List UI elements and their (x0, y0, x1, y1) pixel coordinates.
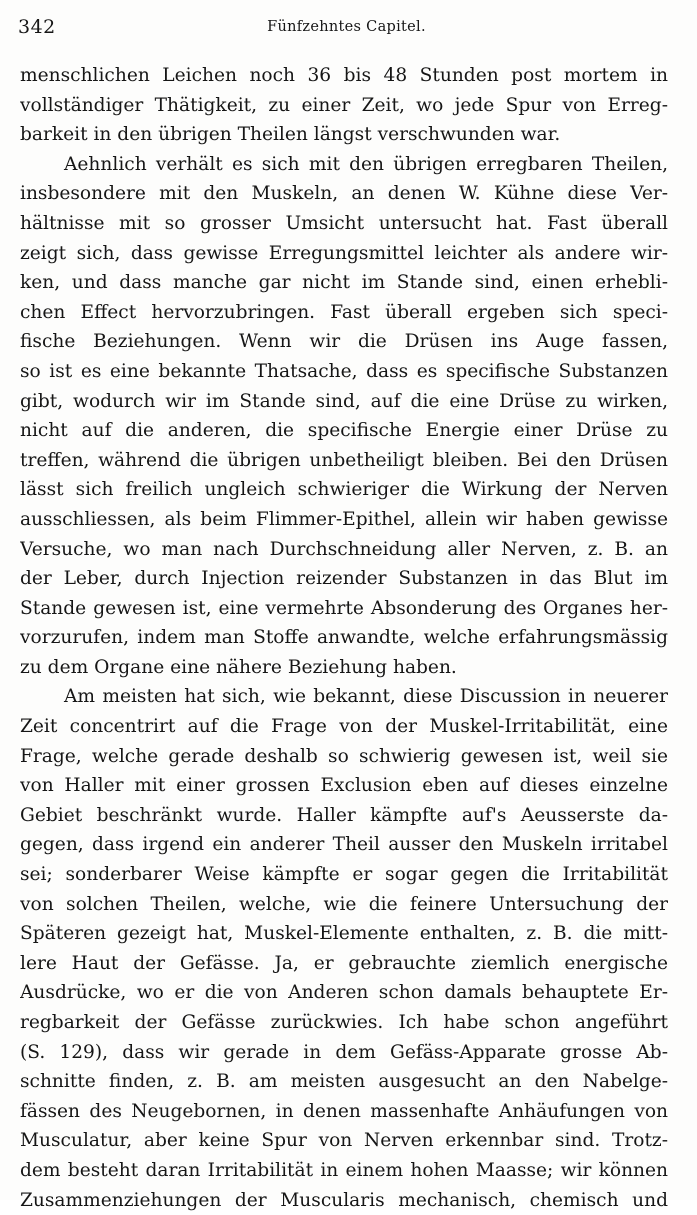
body-text (20, 61, 668, 1215)
text-line: fässen des Neugebornen, in denen massenhafte Anhäufungen von (20, 1100, 668, 1122)
text-line: barkeit in den übrigen Theilen längst verschwunden war. (20, 124, 561, 146)
text-line: gegen, dass irgend ein anderer Theil ausser den Muskeln irritabel (20, 834, 668, 856)
text-line: Am meisten hat sich, wie bekannt, diese Discussion in neuerer (64, 686, 668, 708)
text-line: vorzurufen, indem man Stoffe anwandte, welche erfahrungsmässig (20, 627, 668, 649)
text-line: regbarkeit der Gefässe zurückwies. Ich habe schon angeführt (20, 1012, 668, 1033)
text-line: hältnisse mit so grosser Umsicht untersucht hat. Fast überall (20, 212, 668, 234)
text-line: Stande gewesen ist, eine vermehrte Absonderung des Organes her- (20, 597, 668, 619)
text-line: gibt, wodurch wir im Stande sind, auf die eine Drüse zu wirken, (20, 390, 668, 412)
text-line: dem besteht daran Irritabilität in einem hohen Maasse; wir können (20, 1159, 668, 1181)
text-line: menschlichen Leichen noch 36 bis 48 Stunden post mortem in (20, 65, 668, 86)
page-number: 342 (18, 16, 56, 38)
text-line: lässt sich freilich ungleich schwieriger die Wirkung der Nerven (20, 479, 668, 501)
text-line: chen Effect hervorzubringen. Fast überall ergeben sich speci- (20, 301, 668, 323)
text-line: fische Beziehungen. Wenn wir die Drüsen ins Auge fassen, (20, 331, 668, 353)
text-line: Zusammenziehungen der Muscularis mechanisch, chemisch und (20, 1189, 668, 1211)
text-line: Aehnlich verhält es sich mit den übrigen erregbaren Theilen, (64, 153, 668, 175)
text-line: sei; sonderbarer Weise kämpfte er sogar gegen die Irritabilität (20, 864, 668, 886)
text-line: treffen, während die übrigen unbetheiligt bleiben. Bei den Drüsen (20, 449, 668, 471)
page-header (18, 16, 675, 44)
text-line: insbesondere mit den Muskeln, an denen W. Kühne diese Ver- (20, 183, 668, 205)
text-line: von Haller mit einer grossen Exclusion eben auf dieses einzelne (20, 775, 668, 797)
running-title: Fünfzehntes Capitel. (267, 19, 426, 35)
text-line: Gebiet beschränkt wurde. Haller kämpfte auf's Aeusserste da- (20, 804, 668, 826)
text-line: (S. 129), dass wir gerade in dem Gefäss-Apparate grosse Ab- (20, 1041, 668, 1063)
text-line: Späteren gezeigt hat, Muskel-Elemente enthalten, z. B. die mitt- (20, 923, 668, 945)
text-line: ausschliessen, als beim Flimmer-Epithel, allein wir haben gewisse (20, 508, 668, 530)
text-line: Frage, welche gerade deshalb so schwierig gewesen ist, weil sie (20, 745, 668, 767)
text-line: zeigt sich, dass gewisse Erregungsmittel leichter als andere wir- (20, 242, 668, 264)
text-line: schnitte finden, z. B. am meisten ausgesucht an den Nabelge- (20, 1071, 668, 1093)
text-line: Versuche, wo man nach Durchschneidung aller Nerven, z. B. an (20, 538, 668, 560)
text-line: Zeit concentrirt auf die Frage von der Muskel-Irritabilität, eine (20, 716, 668, 738)
text-line: zu dem Organe eine nähere Beziehung haben. (20, 656, 457, 678)
text-line: nicht auf die anderen, die specifische Energie einer Drüse zu (20, 420, 668, 442)
text-line: Ausdrücke, wo er die von Anderen schon damals behauptete Er- (20, 982, 668, 1004)
text-line: ken, und dass manche gar nicht im Stande sind, einen erhebli- (20, 272, 668, 294)
text-line: der Leber, durch Injection reizender Substanzen in das Blut im (20, 568, 668, 590)
text-line: lere Haut der Gefässe. Ja, er gebrauchte ziemlich energische (20, 952, 668, 974)
text-line: Musculatur, aber keine Spur von Nerven erkennbar sind. Trotz- (20, 1130, 668, 1152)
text-line: vollständiger Thätigkeit, zu einer Zeit, wo jede Spur von Erreg- (20, 94, 668, 116)
text-line: von solchen Theilen, welche, wie die feinere Untersuchung der (20, 893, 668, 915)
text-line: so ist es eine bekannte Thatsache, dass es specifische Substanzen (20, 360, 668, 382)
